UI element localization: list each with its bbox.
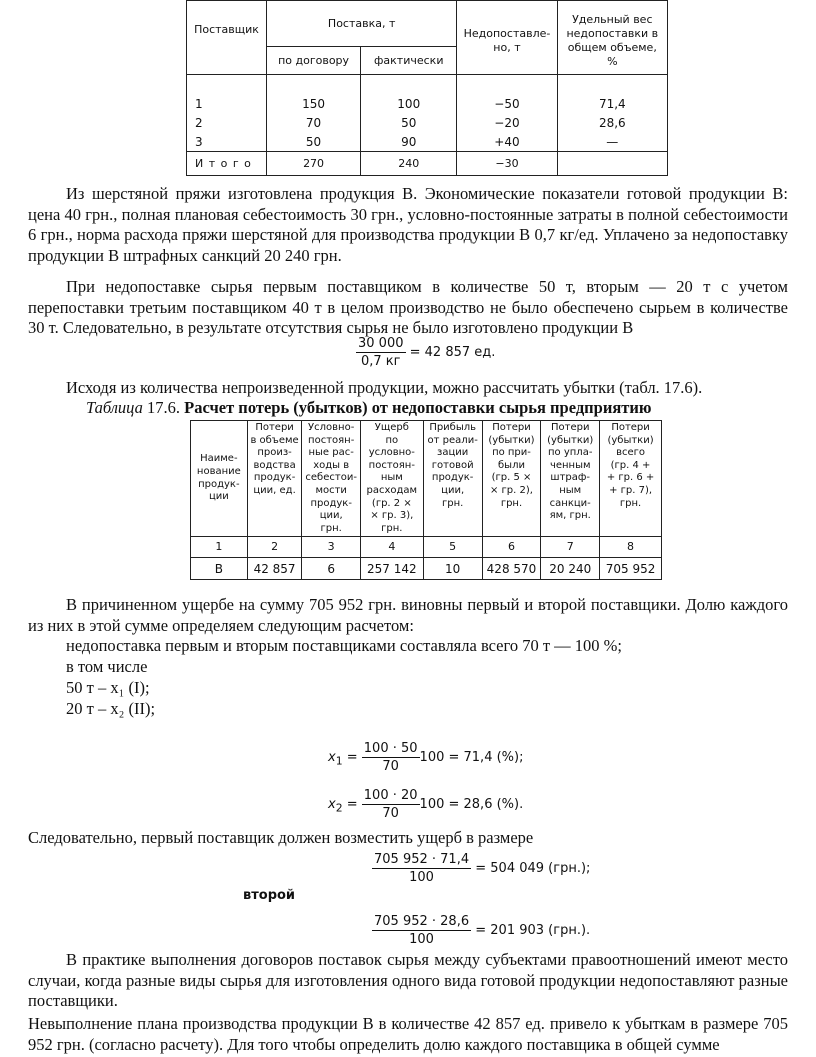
supplier-cell: 1 [187, 94, 267, 113]
supplier-cell: 2 [187, 113, 267, 132]
formula-second-denominator: 100 [409, 932, 434, 947]
contract-cell: 150 [266, 94, 360, 113]
column-number: 2 [247, 537, 302, 558]
header-shortfall-line1: Недопоставле- [463, 27, 551, 40]
formula-units-fraction [356, 336, 406, 369]
label-second: второй [243, 888, 296, 903]
formula-x2-numerator: 100 · 20 [363, 788, 418, 803]
paragraph-practice: В практике выполнения договоров поставок сырья между субъектами правоотношений имеют место случаи, когда разные виды сырья для изготовления одного вида готовой продукции недопоставляют разные поставщики. [28, 950, 788, 1011]
value-cell: 6 [302, 558, 360, 580]
formula-x1-fraction [362, 741, 420, 774]
formula-second [372, 914, 590, 947]
header-contract: по договору [266, 47, 360, 75]
losses-header-cell: Потери в объеме произ- водства продук- ции, ед. [247, 421, 302, 537]
paragraph-first-supplier: Следовательно, первый поставщик должен возместить ущерб в размере [28, 828, 534, 847]
caption-label: Таблица [86, 398, 143, 417]
formula-first-numerator: 705 952 · 71,4 [374, 852, 470, 867]
header-share [557, 1, 667, 75]
actual-cell: 100 [361, 94, 457, 113]
supplier-cell: 3 [187, 132, 267, 152]
formula-first-fraction [372, 852, 471, 885]
formula-first [372, 852, 590, 885]
total-label: И т о г о [187, 152, 267, 176]
total-actual: 240 [361, 152, 457, 176]
value-cell: 705 952 [600, 558, 662, 580]
paragraph-shortfall: При недопоставке сырья первым поставщиком в количестве 50 т, вторым — 20 т с учетом перепоставки третьим поставщиком 40 т в целом производство не было обеспечено сырьем в количестве 30 т. Следовательно, в результате отсутствия сырья не было изготовлено продукции В [28, 277, 788, 338]
table-row [187, 132, 668, 152]
formula-x2-result: 100 = 28,6 (%). [419, 797, 524, 812]
value-cell: 20 240 [541, 558, 600, 580]
formula-x1-var: x [328, 750, 336, 765]
total-contract: 270 [266, 152, 360, 176]
caption-number: 17.6. [147, 398, 180, 417]
table-row [191, 558, 662, 580]
total-row [187, 152, 668, 176]
table-row [187, 113, 668, 132]
formula-x1 [328, 741, 523, 774]
value-cell: 10 [423, 558, 482, 580]
paragraph-conclusion: Невыполнение плана производства продукции В в количестве 42 857 ед. привело к убыткам в размере 705 952 грн. (согласно расчету). Для того чтобы определить долю каждого поставщика в общей сумме [28, 1014, 788, 1054]
total-shortfall: −30 [457, 152, 557, 176]
losses-header-cell: Потери (убытки) всего (гр. 4 + + гр. 6 + + гр. 7), грн. [600, 421, 662, 537]
share-cell: — [557, 132, 667, 152]
text-line-x1: 50 т – x₁ (I); [66, 678, 150, 697]
formula-units [356, 336, 495, 369]
losses-table [190, 420, 662, 580]
share-cell: 71,4 [557, 94, 667, 113]
header-shortfall [457, 1, 557, 75]
column-number: 3 [302, 537, 360, 558]
text-line-total: недопоставка первым и вторым поставщиками составляла всего 70 т — 100 %; [66, 636, 623, 655]
losses-header-cell: Потери (убытки) по при- были (гр. 5 × × гр. 2), грн. [482, 421, 541, 537]
formula-x2-fraction [362, 788, 420, 821]
column-number: 1 [191, 537, 248, 558]
share-cell: 28,6 [557, 113, 667, 132]
value-cell: 42 857 [247, 558, 302, 580]
losses-header-cell: Потери (убытки) по упла- ченным штраф- ным санкци- ям, грн. [541, 421, 600, 537]
formula-x2-var: x [328, 797, 336, 812]
text-line-including: в том числе [66, 657, 148, 676]
total-share [557, 152, 667, 176]
losses-header-cell: Условно- постоян- ные рас- ходы в себестои- мости продук- ции, грн. [302, 421, 360, 537]
table-caption [86, 398, 652, 419]
losses-header-cell: Наиме- нование продук- ции [191, 421, 248, 537]
formula-x1-result: 100 = 71,4 (%); [419, 750, 524, 765]
formula-units-denominator: 0,7 кг [361, 354, 401, 369]
formula-first-result: = 504 049 (грн.); [475, 861, 591, 876]
header-share-line1: Удельный вес [572, 13, 653, 26]
header-share-line2: недопоставки в [566, 27, 659, 40]
formula-x1-sub: 1 [335, 754, 343, 768]
column-number: 8 [600, 537, 662, 558]
paragraph-table-ref: Исходя из количества непроизведенной продукции, можно рассчитать убытки (табл. 17.6). [66, 378, 703, 397]
column-number: 6 [482, 537, 541, 558]
paragraph-product-data: Из шерстяной пряжи изготовлена продукция В. Экономические показатели готовой продукции В: цена 40 грн., полная плановая себестоимость 30 грн., условно-постоянные затраты в полной себестоимости 6 грн., норма расхода пряжи шерстяной для производства продукции В 0,7 кг/ед. Уплачено за недопоставку продукции В штрафных санкций 20 240 грн. [28, 184, 788, 265]
paragraph-damage: В причиненном ущербе на сумму 705 952 грн. виновны первый и второй поставщики. Долю каждого из них в этой сумме определяем следующим расчетом: [28, 595, 788, 635]
header-share-line3: общем объеме, [567, 41, 657, 54]
formula-second-fraction [372, 914, 471, 947]
text-line-x2: 20 т – x₂ (II); [66, 699, 156, 718]
formula-units-numerator: 30 000 [358, 336, 404, 351]
formula-x1-denominator: 70 [382, 759, 399, 774]
losses-header-cell: Ущерб по условно- постоян- ным расходам (гр. 2 × × гр. 3), грн. [360, 421, 423, 537]
formula-x2-eq: = [346, 797, 358, 812]
value-cell: 428 570 [482, 558, 541, 580]
formula-second-numerator: 705 952 · 28,6 [374, 914, 470, 929]
shortfall-cell: −20 [457, 113, 557, 132]
actual-cell: 90 [361, 132, 457, 152]
table-row [187, 94, 668, 113]
header-supplier: Поставщик [187, 1, 267, 75]
column-number: 7 [541, 537, 600, 558]
supply-table [186, 0, 668, 176]
losses-header-cell: Прибыль от реали- зации готовой продук- ции, грн. [423, 421, 482, 537]
value-cell: 257 142 [360, 558, 423, 580]
value-cell: В [191, 558, 248, 580]
column-number: 5 [423, 537, 482, 558]
formula-first-denominator: 100 [409, 870, 434, 885]
shortfall-cell: −50 [457, 94, 557, 113]
header-actual: фактически [361, 47, 457, 75]
formula-x2-sub: 2 [335, 801, 343, 815]
column-number-row [191, 537, 662, 558]
formula-x2 [328, 788, 523, 821]
actual-cell: 50 [361, 113, 457, 132]
shortfall-cell: +40 [457, 132, 557, 152]
formula-units-result: = 42 857 ед. [409, 345, 496, 360]
caption-title: Расчет потерь (убытков) от недопоставки сырья предприятию [184, 398, 652, 417]
formula-x2-denominator: 70 [382, 806, 399, 821]
header-shortfall-line2: но, т [493, 41, 521, 54]
formula-x1-numerator: 100 · 50 [363, 741, 418, 756]
formula-second-result: = 201 903 (грн.). [475, 923, 591, 938]
header-delivery: Поставка, т [266, 1, 456, 47]
contract-cell: 70 [266, 113, 360, 132]
column-number: 4 [360, 537, 423, 558]
contract-cell: 50 [266, 132, 360, 152]
formula-x1-eq: = [346, 750, 358, 765]
header-share-line4: % [607, 55, 618, 68]
